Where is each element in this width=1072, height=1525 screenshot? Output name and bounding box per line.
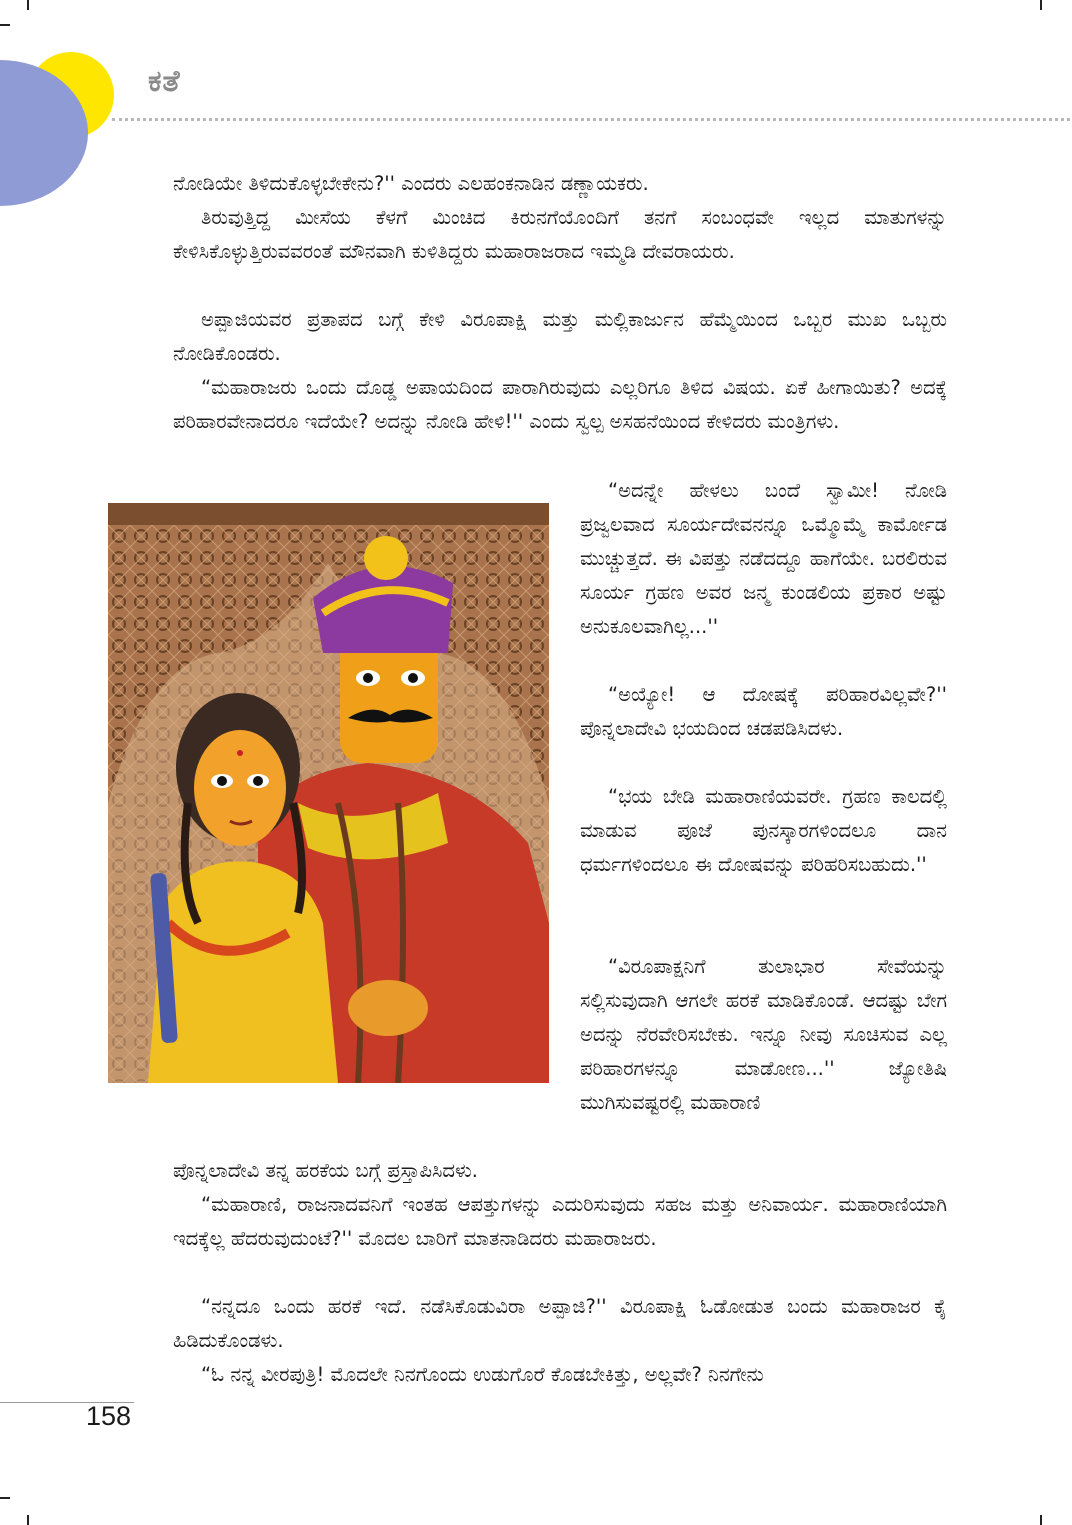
illustration-art — [108, 503, 549, 1083]
paragraph-8-continued: ಪೊನ್ನಲಾದೇವಿ ತನ್ನ ಹರಕೆಯ ಬಗ್ಗೆ ಪ್ರಸ್ತಾಪಿಸಿದಳು. — [173, 1159, 478, 1182]
paragraph-6: “ಅಯ್ಯೋ! ಆ ದೋಷಕ್ಕೆ ಪರಿಹಾರವಿಲ್ಲವೇ?'' ಪೊನ್ನಲಾದೇವಿ ಭಯದಿಂದ ಚಡಪಡಿಸಿದಳು. — [580, 683, 947, 740]
crop-mark — [1040, 1515, 1042, 1525]
paragraph-4: “ಮಹಾರಾಜರು ಒಂದು ದೊಡ್ಡ ಅಪಾಯದಿಂದ ಪಾರಾಗಿರುವುದು ಎಲ್ಲರಿಗೂ ತಿಳಿದ ವಿಷಯ. ಏಕೆ ಹೀಗಾಯಿತು? ಅದಕ್ಕೆ ಪರಿಹಾರವೇನಾದರೂ ಇದೆಯೇ? ಅದನ್ನು ನೋಡಿ ಹೇಳಿ!'' ಎಂದು ಸ್ವಲ್ಪ ಅಸಹನೆಯಿಂದ ಕೇಳಿದರು ಮಂತ್ರಿಗಳು. — [173, 376, 947, 433]
crop-mark — [27, 1515, 29, 1525]
crop-mark — [27, 0, 29, 10]
crop-mark — [0, 1497, 10, 1499]
paragraph-3: ಅಪ್ಪಾಜಿಯವರ ಪ್ರತಾಪದ ಬಗ್ಗೆ ಕೇಳಿ ವಿರೂಪಾಕ್ಷಿ ಮತ್ತು ಮಲ್ಲಿಕಾರ್ಜುನ ಹೆಮ್ಮೆಯಿಂದ ಒಬ್ಬರ ಮುಖ ಒಬ್ಬರು ನೋಡಿಕೊಂಡರು. — [173, 308, 947, 365]
page-number: 158 — [86, 1401, 132, 1431]
crop-mark — [1040, 0, 1042, 10]
paragraph-5: “ಅದನ್ನೇ ಹೇಳಲು ಬಂದೆ ಸ್ವಾಮೀ! ನೋಡಿ ಪ್ರಜ್ವಲವಾದ ಸೂರ್ಯದೇವನನ್ನೂ ಒಮ್ಮೊಮ್ಮೆ ಕಾರ್ಮೋಡ ಮುಚ್ಚುತ್ತದೆ. ಈ ವಿಪತ್ತು ನಡೆದದ್ದೂ ಹಾಗೆಯೇ. ಬರಲಿರುವ ಸೂರ್ಯ ಗ್ರಹಣ ಅವರ ಜನ್ಮ ಕುಂಡಲಿಯ ಪ್ರಕಾರ ಅಷ್ಟು ಅನುಕೂಲವಾಗಿಲ್ಲ...'' — [580, 479, 947, 638]
paragraph-2: ತಿರುವುತ್ತಿದ್ದ ಮೀಸೆಯ ಕೆಳಗೆ ಮಿಂಚಿದ ಕಿರುನಗೆಯೊಂದಿಗೆ ತನಗೆ ಸಂಬಂಧವೇ ಇಲ್ಲದ ಮಾತುಗಳನ್ನು ಕೇಳಿಸಿಕೊಳ್ಳುತ್ತಿರುವವರಂತೆ ಮೌನವಾಗಿ ಕುಳಿತಿದ್ದರು ಮಹಾರಾಜರಾದ ಇಮ್ಮಡಿ ದೇವರಾಯರು. — [173, 206, 947, 263]
paragraph-10: “ನನ್ನದೂ ಒಂದು ಹರಕೆ ಇದೆ. ನಡೆಸಿಕೊಡುವಿರಾ ಅಪ್ಪಾಜಿ?'' ವಿರೂಪಾಕ್ಷಿ ಓಡೋಡುತ ಬಂದು ಮಹಾರಾಜರ ಕೈ ಹಿಡಿದುಕೊಂಡಳು. — [173, 1295, 947, 1352]
section-title: ಕತೆ — [148, 64, 181, 99]
paragraph-7: “ಭಯ ಬೇಡಿ ಮಹಾರಾಣಿಯವರೇ. ಗ್ರಹಣ ಕಾಲದಲ್ಲಿ ಮಾಡುವ ಪೂಜೆ ಪುನಸ್ಕಾರಗಳಿಂದಲೂ ದಾನ ಧರ್ಮಗಳಿಂದಲೂ ಈ ದೋಷವನ್ನು ಪರಿಹರಿಸಬಹುದು.'' — [580, 785, 947, 876]
king-and-daughter-illustration — [108, 503, 549, 1083]
paragraph-11: “ಓ ನನ್ನ ವೀರಪುತ್ರಿ! ಮೊದಲೇ ನಿನಗೊಂದು ಉಡುಗೊರೆ ಕೊಡಬೇಕಿತ್ತು, ಅಲ್ಲವೇ? ನಿನಗೇನು — [201, 1363, 764, 1386]
crop-mark — [0, 24, 10, 26]
paragraph-1: ನೋಡಿಯೇ ತಿಳಿದುಕೊಳ್ಳಬೇಕೇನು?'' ಎಂದರು ಎಲಹಂಕನಾಡಿನ ಡಣ್ಣಾಯಕರು. — [173, 172, 649, 195]
paragraph-9: “ಮಹಾರಾಣಿ, ರಾಜನಾದವನಿಗೆ ಇಂತಹ ಆಪತ್ತುಗಳನ್ನು ಎದುರಿಸುವುದು ಸಹಜ ಮತ್ತು ಅನಿವಾರ್ಯ. ಮಹಾರಾಣಿಯಾಗಿ ಇದಕ್ಕೆಲ್ಲ ಹೆದರುವುದುಂಟೆ?'' ಮೊದಲ ಬಾರಿಗೆ ಮಾತನಾಡಿದರು ಮಹಾರಾಜರು. — [173, 1193, 947, 1250]
header-dotted-rule — [112, 118, 1070, 121]
paragraph-8: “ವಿರೂಪಾಕ್ಷನಿಗೆ ತುಲಾಭಾರ ಸೇವೆಯನ್ನು ಸಲ್ಲಿಸುವುದಾಗಿ ಆಗಲೇ ಹರಕೆ ಮಾಡಿಕೊಂಡೆ. ಆದಷ್ಟು ಬೇಗ ಅದನ್ನು ನೆರವೇರಿಸಬೇಕು. ಇನ್ನೂ ನೀವು ಸೂಚಿಸುವ ಎಲ್ಲ ಪರಿಹಾರಗಳನ್ನೂ ಮಾಡೋಣ...'' ಜ್ಯೋತಿಷಿ ಮುಗಿಸುವಷ್ಟರಲ್ಲಿ ಮಹಾರಾಣಿ — [580, 955, 947, 1114]
